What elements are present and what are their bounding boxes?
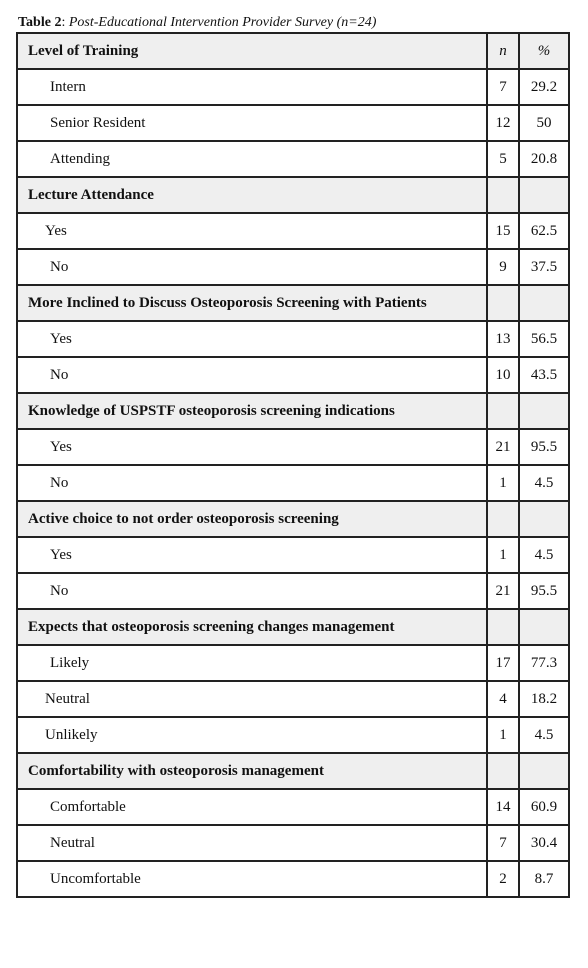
row-percent: 43.5: [519, 357, 569, 393]
section-empty-cell: [487, 501, 519, 537]
section-title: Comfortability with osteoporosis management: [17, 753, 487, 789]
survey-table: [16, 32, 570, 898]
row-label: Attending: [17, 141, 487, 177]
table-row: [17, 861, 569, 897]
section-title: Active choice to not order osteoporosis screening: [17, 501, 487, 537]
section-empty-cell: [519, 501, 569, 537]
section-title: Level of Training: [17, 33, 487, 69]
table-row: [17, 465, 569, 501]
row-count: 2: [487, 861, 519, 897]
row-count: 21: [487, 429, 519, 465]
row-label: Yes: [17, 429, 487, 465]
row-count: 5: [487, 141, 519, 177]
section-empty-cell: [519, 393, 569, 429]
row-label: Unlikely: [17, 717, 487, 753]
section-empty-cell: [519, 753, 569, 789]
table-row: [17, 681, 569, 717]
section-header-row: [17, 285, 569, 321]
section-header-row: [17, 753, 569, 789]
row-percent: 60.9: [519, 789, 569, 825]
row-count: 1: [487, 537, 519, 573]
table-row: [17, 825, 569, 861]
table-row: [17, 789, 569, 825]
row-percent: 37.5: [519, 249, 569, 285]
row-percent: 20.8: [519, 141, 569, 177]
section-title: Knowledge of USPSTF osteoporosis screening indications: [17, 393, 487, 429]
row-count: 14: [487, 789, 519, 825]
row-label: Uncomfortable: [17, 861, 487, 897]
row-label: Senior Resident: [17, 105, 487, 141]
row-label: No: [17, 465, 487, 501]
table-row: [17, 537, 569, 573]
row-count: 21: [487, 573, 519, 609]
row-label: Likely: [17, 645, 487, 681]
row-count: 9: [487, 249, 519, 285]
table-row: [17, 105, 569, 141]
table-row: [17, 321, 569, 357]
row-percent: 56.5: [519, 321, 569, 357]
row-label: No: [17, 573, 487, 609]
section-empty-cell: [519, 609, 569, 645]
column-header-percent: %: [519, 33, 569, 69]
section-title: Lecture Attendance: [17, 177, 487, 213]
row-count: 12: [487, 105, 519, 141]
table-row: [17, 69, 569, 105]
section-title: More Inclined to Discuss Osteoporosis Screening with Patients: [17, 285, 487, 321]
row-count: 15: [487, 213, 519, 249]
row-label: Yes: [17, 321, 487, 357]
row-percent: 62.5: [519, 213, 569, 249]
row-percent: 50: [519, 105, 569, 141]
section-header-row: [17, 177, 569, 213]
row-label: Neutral: [17, 825, 487, 861]
row-percent: 95.5: [519, 573, 569, 609]
table-row: [17, 213, 569, 249]
row-count: 1: [487, 717, 519, 753]
caption-separator: :: [61, 15, 69, 30]
row-percent: 4.5: [519, 465, 569, 501]
section-header-row: [17, 393, 569, 429]
section-empty-cell: [487, 753, 519, 789]
table-caption: [18, 14, 376, 32]
row-percent: 30.4: [519, 825, 569, 861]
section-empty-cell: [519, 177, 569, 213]
row-percent: 8.7: [519, 861, 569, 897]
row-percent: 29.2: [519, 69, 569, 105]
row-percent: 95.5: [519, 429, 569, 465]
section-empty-cell: [487, 285, 519, 321]
table-row: [17, 717, 569, 753]
table-row: [17, 645, 569, 681]
row-percent: 4.5: [519, 717, 569, 753]
row-label: Yes: [17, 213, 487, 249]
row-percent: 77.3: [519, 645, 569, 681]
row-count: 13: [487, 321, 519, 357]
row-count: 17: [487, 645, 519, 681]
row-count: 10: [487, 357, 519, 393]
section-empty-cell: [487, 609, 519, 645]
section-header-row: [17, 609, 569, 645]
table-row: [17, 573, 569, 609]
table-row: [17, 249, 569, 285]
row-percent: 18.2: [519, 681, 569, 717]
section-empty-cell: [487, 393, 519, 429]
row-label: Comfortable: [17, 789, 487, 825]
column-header-n: n: [487, 33, 519, 69]
table-row: [17, 357, 569, 393]
section-header-row: [17, 33, 569, 69]
table-row: [17, 429, 569, 465]
caption-label: Table 2: [18, 15, 62, 30]
section-title: Expects that osteoporosis screening changes management: [17, 609, 487, 645]
row-count: 7: [487, 825, 519, 861]
row-label: No: [17, 357, 487, 393]
row-label: No: [17, 249, 487, 285]
table-row: [17, 141, 569, 177]
row-label: Yes: [17, 537, 487, 573]
row-label: Intern: [17, 69, 487, 105]
row-count: 4: [487, 681, 519, 717]
row-count: 1: [487, 465, 519, 501]
row-label: Neutral: [17, 681, 487, 717]
row-percent: 4.5: [519, 537, 569, 573]
section-header-row: [17, 501, 569, 537]
section-empty-cell: [487, 177, 519, 213]
caption-title: Post-Educational Intervention Provider Survey (n=24): [68, 15, 377, 30]
section-empty-cell: [519, 285, 569, 321]
row-count: 7: [487, 69, 519, 105]
